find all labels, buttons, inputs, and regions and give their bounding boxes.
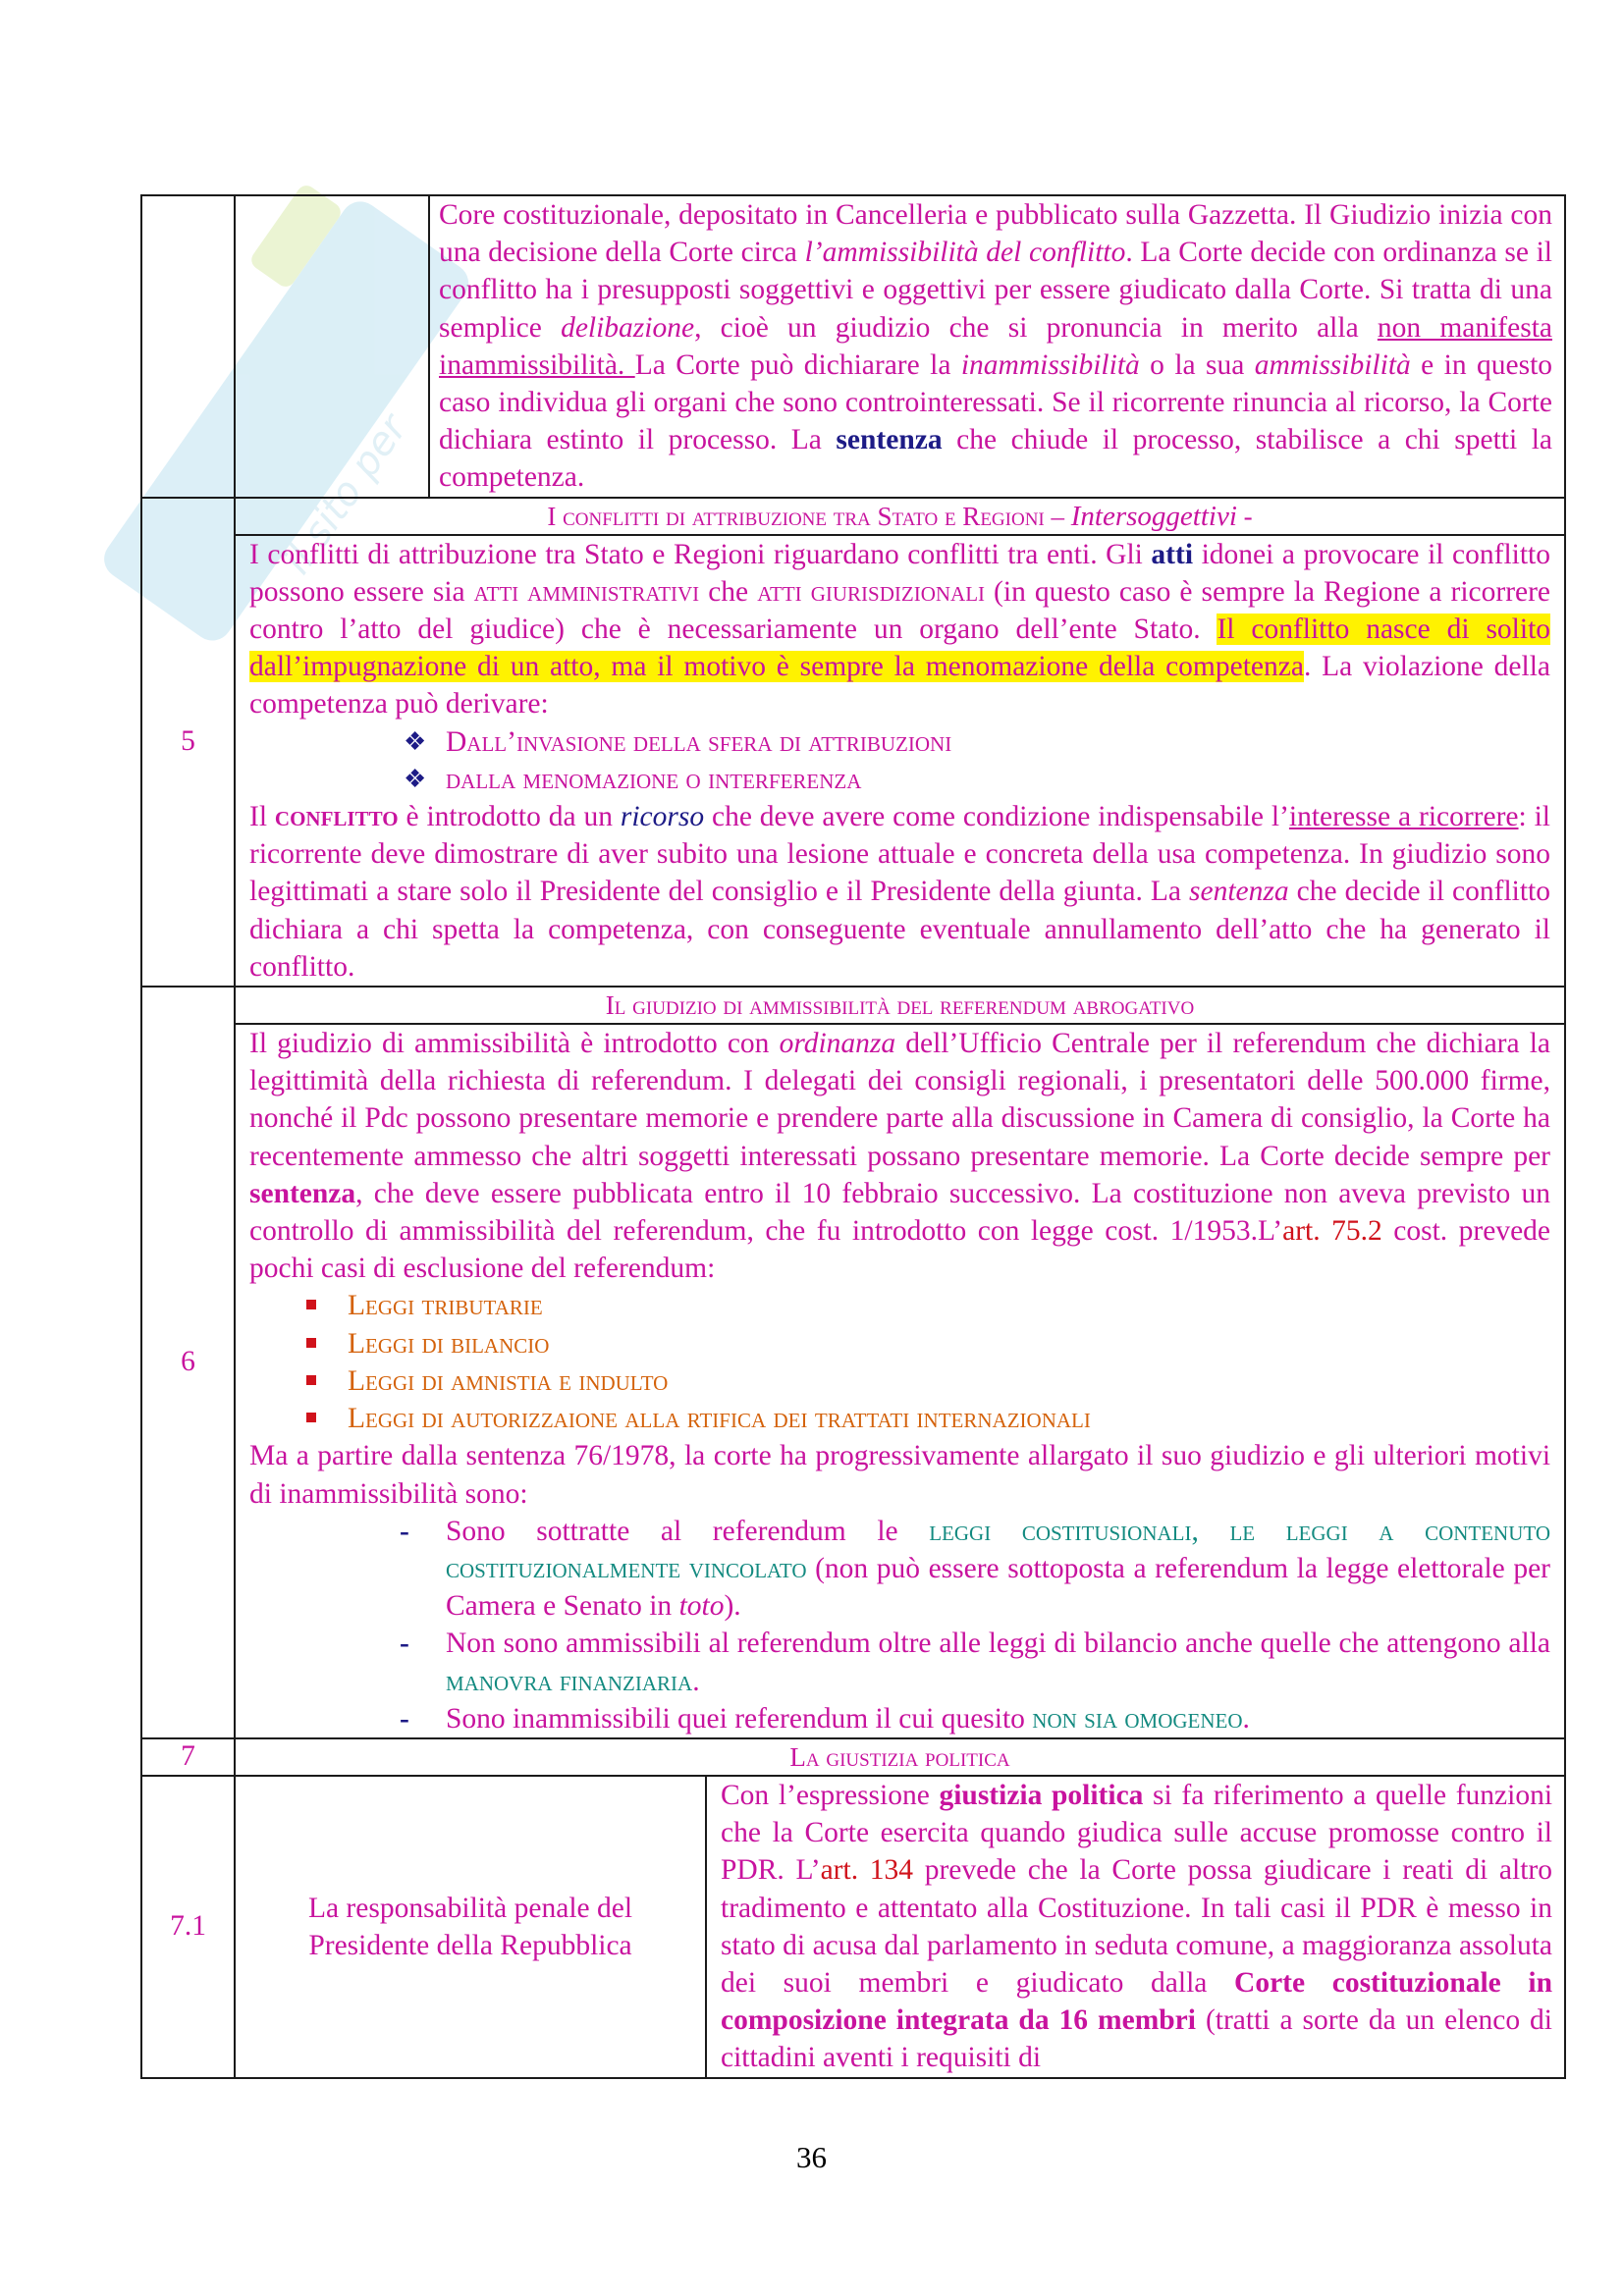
section-5-heading: I conflitti di attribuzione tra Stato e Regioni – Intersoggettivi - <box>235 498 1565 535</box>
section-6-motive-list <box>249 1513 1550 1737</box>
section-7-1-text: Con l’espressione giustizia politica si fa riferimento a quelle funzioni che la Corte esercita quando giudica sulle accuse promosse contro il PDR. L’art. 134 prevede che la Corte possa giudicare i reati di altro tradimento e attentato alla Costituzione. In tali casi il PDR è messo in stato di acusa dal parlamento in seduta comune, a maggioranza assoluta dei suoi membri e giudicato dalla Corte costituzionale in composizione integrata da 16 membri (tratti a sorte da un elenco di cittadini aventi i requisiti di <box>706 1776 1565 2078</box>
section-7-number: 7 <box>141 1738 235 1776</box>
content-table <box>140 194 1566 2079</box>
section-6-text <box>235 1024 1565 1738</box>
section-7-heading: La giustizia politica <box>235 1738 1565 1776</box>
svg-text:il sito per: il sito per <box>274 406 416 583</box>
section-5-paragraph-1: I conflitti di attribuzione tra Stato e Regioni riguardano conflitti tra enti. Gli atti idonei a provocare il conflitto possono essere sia atti amministrativi che atti giurisdizionali (in questo caso è sempre la Regione a ricorrere contro l’atto del giudice) che è necessariamente un organo dell’ente Stato. Il conflitto nasce di solito dall’impugnazione di un atto, ma il motivo è sempre la menomazione della competenza. La violazione della competenza può derivare: <box>249 538 1551 721</box>
section-5-number: 5 <box>141 498 235 987</box>
list-item: - Non sono ammissibili al referendum oltre alle leggi di bilancio anche quelle che attengono alla manovra finanziaria. <box>400 1628 1551 1697</box>
row-section-5-heading <box>141 498 1565 535</box>
list-item: Leggi di bilancio <box>249 1325 1550 1362</box>
section-6-number: 6 <box>141 987 235 1738</box>
section-7-1-title: La responsabilità penale del Presidente della Repubblica <box>235 1776 706 2078</box>
row-section-4-cont <box>141 195 1565 498</box>
highlighted-text: Il conflitto nasce di solito dall’impugnazione di un atto, ma il motivo è sempre la menomazione della competenza <box>249 614 1551 683</box>
list-item: Leggi di autorizzaione alla rtifica dei trattati internazionali <box>249 1400 1550 1437</box>
section-5-text <box>235 535 1565 987</box>
row-section-7-heading <box>141 1738 1565 1776</box>
page-number: 36 <box>796 2140 827 2174</box>
list-item: ❖ Dall’invasione della sfera di attribuzioni <box>404 725 952 758</box>
list-item: - Sono sottratte al referendum le leggi costitusionali, le leggi a contenuto costituzionalmente vincolato (non può essere sottoposta a referendum la legge elettorale per Camera e Senato in toto). <box>400 1515 1551 1623</box>
section-6-heading: Il giudizio di ammissibilità del referendum abrogativo <box>235 987 1565 1024</box>
row-section-5-body <box>141 535 1565 987</box>
row-section-6-body <box>141 1024 1565 1738</box>
list-item: ❖ dalla menomazione o interferenza <box>404 763 862 795</box>
section-6-paragraph-2: Ma a partire dalla sentenza 76/1978, la corte ha progressivamente allargato il suo giudizio e gli ulteriori motivi di inammissibilità sono: <box>249 1440 1551 1510</box>
section-5-paragraph-2: Il conflitto è introdotto da un ricorso che deve avere come condizione indispensabile l’interesse a ricorrere: il ricorrente deve dimostrare di aver subito una lesione attuale e concreta della usa competenza. In giudizio sono legittimati a stare solo il Presidente del consiglio e il Presidente della giunta. La sentenza che decide il conflitto dichiara a chi spetta la competenza, con conseguente eventuale annullamento dell’atto che ha generato il conflitto. <box>249 801 1551 983</box>
list-item: - Sono inammissibili quei referendum il cui quesito non sia omogeneo. <box>400 1702 1250 1735</box>
title-cell-empty <box>235 195 429 498</box>
row-section-7-1 <box>141 1776 1565 2078</box>
section-6-exclusion-list <box>249 1287 1550 1437</box>
section-4-text: Core costituzionale, depositato in Cancelleria e pubblicato sulla Gazzetta. Il Giudizio inizia con una decisione della Corte circa l’ammissibilità del conflitto. La Corte decide con ordinanza se il conflitto ha i presupposti soggettivi e oggettivi per essere giudicato dalla Corte. Si tratta di una semplice delibazione, cioè un giudizio che si pronuncia in merito alla non manifesta inammissibilità. La Corte può dichiarare la inammissibilità o la sua ammissibilità e in questo caso individua gli organi che sono controinteressati. Se il ricorrente rinuncia al ricorso, la Corte dichiara estinto il processo. La sentenza che chiude il processo, stabilisce a chi spetti la competenza. <box>429 195 1565 498</box>
row-section-6-heading <box>141 987 1565 1024</box>
section-6-paragraph-1: Il giudizio di ammissibilità è introdotto con ordinanza dell’Ufficio Centrale per il referendum che dichiara la legittimità della richiesta di referendum. I delegati dei consigli regionali, i presentatori delle 500.000 firme, nonché il Pdc possono presentare memorie e prendere parte alla discussione in Camera di consiglio, la Corte ha recentemente ammesso che altri soggetti interessati possano presentare memorie. La Corte decide sempre per sentenza, che deve essere pubblicata entro il 10 febbraio successivo. La costituzione non aveva previsto un controllo di ammissibilità del referendum, che fu introdotto con legge cost. 1/1953.L’art. 75.2 cost. prevede pochi casi di esclusione del referendum: <box>249 1028 1551 1285</box>
list-item: Leggi di amnistia e indulto <box>249 1362 1550 1400</box>
list-item: Leggi tributarie <box>249 1287 1550 1324</box>
section-7-1-number: 7.1 <box>141 1776 235 2078</box>
num-cell-empty <box>141 195 235 498</box>
section-5-bullets <box>249 723 1550 798</box>
